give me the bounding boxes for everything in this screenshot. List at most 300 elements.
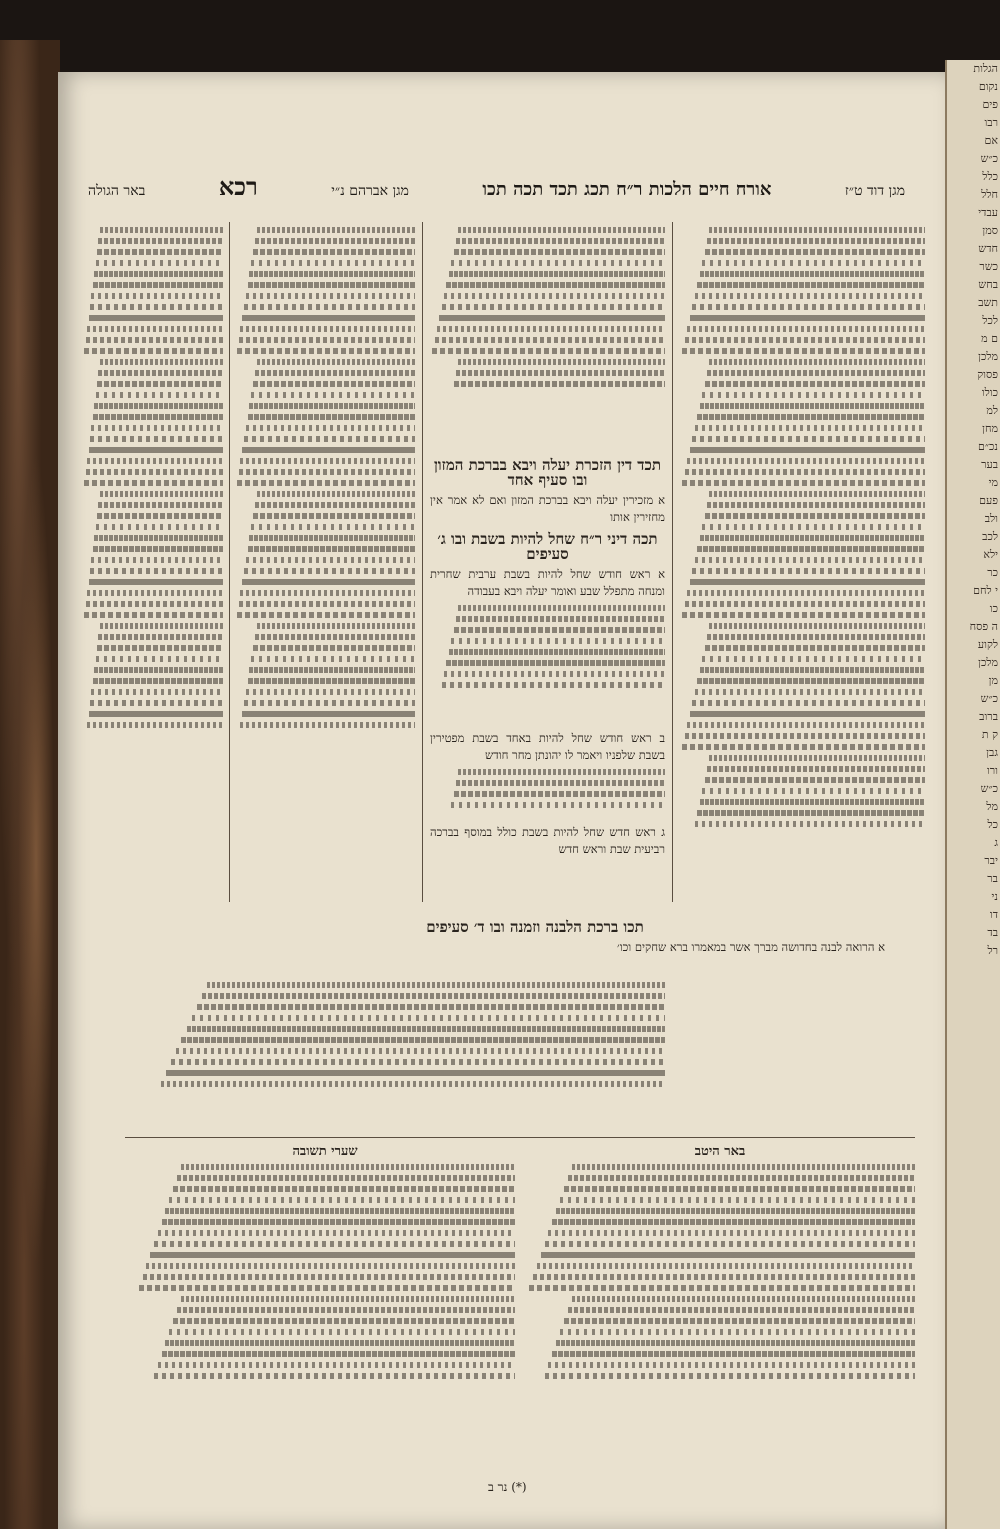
text-line — [458, 227, 665, 233]
text-line — [242, 711, 415, 717]
text-line — [682, 744, 925, 750]
text-line — [100, 623, 223, 629]
text-line — [257, 623, 415, 629]
facing-page-word: ה פסח — [969, 620, 998, 633]
text-line — [242, 579, 415, 585]
header-center: אורח חיים הלכות ר״ח תכג תכד תכה תכו — [482, 179, 772, 200]
facing-page-words — [947, 60, 1000, 960]
text-line — [246, 557, 415, 563]
text-line — [697, 546, 925, 552]
text-line — [697, 810, 925, 816]
facing-page-word: מי — [988, 476, 998, 489]
text-line — [695, 821, 925, 827]
text-line — [162, 1219, 515, 1225]
text-line — [192, 1015, 665, 1021]
text-line — [560, 1329, 915, 1335]
facing-page-word: מן — [988, 674, 998, 687]
text-line — [86, 601, 223, 607]
facing-page-word: י לחם — [973, 584, 998, 597]
text-line — [90, 436, 223, 442]
text-line — [90, 700, 223, 706]
beer-heitev-column — [525, 1144, 915, 1474]
text-line — [432, 348, 665, 354]
text-line — [181, 1164, 515, 1170]
text-line — [707, 634, 925, 640]
text-line — [682, 348, 925, 354]
text-line — [173, 1318, 515, 1324]
text-line — [705, 249, 926, 255]
beer-heitev-lines — [525, 1159, 915, 1469]
facing-page-word: רבו — [984, 116, 998, 129]
text-line — [100, 491, 223, 497]
text-line — [93, 414, 223, 420]
text-line — [96, 392, 223, 398]
text-line — [449, 271, 665, 277]
text-line — [537, 1263, 915, 1269]
header-left: באר הגולה — [88, 183, 146, 199]
text-line — [87, 326, 223, 332]
text-line — [98, 502, 223, 508]
text-line — [93, 678, 223, 684]
text-line — [237, 348, 415, 354]
text-line — [442, 304, 665, 310]
facing-page-word: חלל — [981, 188, 998, 201]
text-line — [97, 513, 223, 519]
text-line — [248, 282, 415, 288]
facing-page-word: כשר — [979, 260, 998, 273]
text-line — [458, 359, 665, 365]
text-line — [154, 1241, 515, 1247]
main-text-lines-mid — [430, 600, 665, 730]
text-line — [552, 1351, 915, 1357]
text-line — [143, 1274, 515, 1280]
facing-page-word: בער — [981, 458, 998, 471]
text-line — [437, 326, 665, 332]
text-line — [244, 568, 415, 574]
text-line — [695, 689, 925, 695]
bottom-divider — [125, 1137, 915, 1138]
facing-page-word: ורו — [986, 764, 998, 777]
text-line — [248, 678, 415, 684]
facing-page-word: עבדי — [978, 206, 998, 219]
text-line — [702, 656, 925, 662]
text-line — [444, 671, 665, 677]
facing-page-word: ם מ — [981, 332, 998, 345]
text-line — [251, 392, 415, 398]
text-line — [690, 315, 925, 321]
text-line — [707, 502, 925, 508]
main-text-lines-top — [430, 222, 665, 452]
text-line — [240, 458, 415, 464]
text-line — [90, 568, 223, 574]
facing-page-word: מלכן — [978, 656, 998, 669]
text-line — [177, 1175, 515, 1181]
text-line — [239, 601, 415, 607]
text-line — [239, 337, 415, 343]
facing-page-word: מל — [986, 800, 998, 813]
text-line — [709, 623, 925, 629]
text-line — [687, 590, 925, 596]
text-line — [84, 612, 223, 618]
text-line — [564, 1186, 915, 1192]
book-binding — [0, 40, 60, 1529]
text-line — [552, 1219, 915, 1225]
text-line — [97, 645, 223, 651]
text-line — [249, 535, 415, 541]
facing-page-word: הגלות — [973, 62, 998, 75]
text-line — [244, 436, 415, 442]
facing-page-word: ולב — [984, 512, 998, 525]
text-line — [692, 700, 925, 706]
text-line — [458, 769, 665, 775]
text-line — [249, 667, 415, 673]
facing-page-word: בר — [987, 872, 998, 885]
facing-page-word: גבן — [986, 746, 998, 759]
text-line — [439, 315, 665, 321]
text-line — [702, 392, 925, 398]
facing-page-word: פסוק — [977, 368, 998, 381]
shaarei-teshuvah-lines — [135, 1159, 515, 1469]
signature-mark: (*) נר ב — [488, 1480, 527, 1494]
text-line — [709, 491, 925, 497]
text-line — [165, 1208, 515, 1214]
text-line — [146, 1263, 515, 1269]
commentary-beer-hagolah — [83, 222, 223, 912]
facing-page-word: כל — [987, 818, 998, 831]
text-line — [181, 1296, 515, 1302]
text-line — [541, 1252, 915, 1258]
siman-424-text: א מזכירין יעלה ויבא בברכת המזון ואם לא אמר אין מחזירין אותו — [430, 493, 665, 524]
text-line — [171, 1059, 665, 1065]
text-line — [94, 403, 223, 409]
text-line — [451, 638, 665, 644]
text-line — [257, 359, 415, 365]
text-line — [246, 293, 415, 299]
text-line — [91, 557, 223, 563]
text-line — [173, 1186, 515, 1192]
main-text — [430, 222, 665, 912]
text-line — [257, 491, 415, 497]
text-line — [700, 403, 925, 409]
column-divider — [672, 222, 673, 902]
text-line — [446, 282, 665, 288]
text-line — [700, 799, 925, 805]
text-line — [690, 711, 925, 717]
facing-page-word: כולו — [981, 386, 998, 399]
facing-page-word: כ״ש — [980, 692, 998, 705]
siman-424-title: תכד דין הזכרת יעלה ויבא בברכת המזון ובו סעיף אחד — [433, 456, 662, 489]
text-line — [158, 1362, 515, 1368]
text-line — [690, 447, 925, 453]
text-line — [709, 227, 925, 233]
text-line — [705, 381, 926, 387]
text-line — [456, 616, 665, 622]
text-line — [251, 260, 415, 266]
text-line — [197, 1004, 665, 1010]
text-line — [93, 546, 223, 552]
commentary-magen-avraham — [235, 222, 415, 912]
text-line — [685, 733, 925, 739]
facing-page-word: כ״ש — [980, 782, 998, 795]
text-line — [692, 436, 925, 442]
text-line — [139, 1285, 515, 1291]
text-line — [158, 1230, 515, 1236]
text-line — [249, 403, 415, 409]
text-line — [697, 414, 925, 420]
text-line — [685, 601, 925, 607]
facing-page-word: כ״ש — [980, 152, 998, 165]
text-line — [456, 238, 665, 244]
text-line — [96, 260, 223, 266]
text-line — [451, 802, 665, 808]
text-line — [166, 1070, 665, 1076]
text-line — [89, 711, 223, 717]
text-line — [89, 315, 223, 321]
text-line — [454, 249, 666, 255]
text-line — [709, 755, 925, 761]
text-line — [177, 1307, 515, 1313]
text-line — [248, 414, 415, 420]
text-line — [695, 425, 925, 431]
text-line — [257, 227, 415, 233]
text-line — [707, 766, 925, 772]
shaarei-teshuvah-column — [135, 1144, 515, 1474]
text-line — [253, 513, 415, 519]
text-line — [556, 1208, 915, 1214]
facing-page-word: כר — [987, 566, 998, 579]
text-line — [255, 238, 415, 244]
text-line — [707, 238, 925, 244]
text-line — [709, 359, 925, 365]
text-line — [249, 271, 415, 277]
text-line — [446, 660, 665, 666]
facing-page-word: סמן — [982, 224, 998, 237]
header-right: מגן דוד ט״ז — [844, 183, 905, 199]
text-line — [202, 993, 665, 999]
beer-heitev-title: באר היטב — [694, 1144, 746, 1159]
text-line — [533, 1274, 915, 1280]
text-line — [84, 348, 223, 354]
text-line — [240, 326, 415, 332]
text-line — [707, 370, 925, 376]
facing-page-word: נקום — [978, 80, 998, 93]
text-line — [695, 293, 925, 299]
text-line — [529, 1285, 915, 1291]
text-line — [100, 227, 223, 233]
text-line — [253, 381, 415, 387]
column-divider — [229, 222, 230, 902]
text-line — [451, 260, 665, 266]
text-line — [169, 1197, 515, 1203]
main-text-lines-low — [430, 764, 665, 824]
text-line — [246, 425, 415, 431]
facing-page-word: כו — [989, 602, 998, 615]
text-line — [84, 480, 223, 486]
facing-page-word: פעם — [979, 494, 998, 507]
text-line — [690, 579, 925, 585]
text-line — [176, 1048, 665, 1054]
text-line — [239, 469, 415, 475]
text-line — [572, 1164, 915, 1170]
text-line — [253, 249, 415, 255]
text-line — [162, 1351, 515, 1357]
facing-page-word: ק ת — [981, 728, 998, 741]
text-line — [682, 480, 925, 486]
text-line — [91, 293, 223, 299]
siman-426 — [185, 914, 885, 974]
text-line — [91, 689, 223, 695]
text-line — [560, 1197, 915, 1203]
lower-commentary — [145, 977, 665, 1127]
facing-page-word: ברוב — [979, 710, 998, 723]
facing-page-word: כלל — [982, 170, 998, 183]
text-line — [700, 535, 925, 541]
text-line — [687, 326, 925, 332]
text-line — [87, 590, 223, 596]
facing-page-word: בחש — [978, 278, 998, 291]
text-line — [700, 271, 925, 277]
text-line — [697, 678, 925, 684]
text-line — [207, 982, 665, 988]
text-line — [93, 282, 223, 288]
text-line — [244, 700, 415, 706]
siman-426-text: א הרואה לבנה בחדושה מברך אשר במאמרו ברא שחקים וכו׳ — [617, 940, 885, 954]
text-line — [697, 282, 925, 288]
text-line — [682, 612, 925, 618]
text-line — [246, 689, 415, 695]
text-line — [251, 524, 415, 530]
facing-page-word: אם — [984, 134, 998, 147]
text-line — [97, 381, 223, 387]
facing-page-word: יבר — [984, 854, 998, 867]
text-line — [154, 1373, 515, 1379]
text-line — [705, 645, 926, 651]
text-line — [454, 627, 666, 633]
text-line — [89, 447, 223, 453]
text-line — [161, 1081, 665, 1087]
text-line — [456, 780, 665, 786]
text-line — [456, 370, 665, 376]
text-line — [548, 1230, 915, 1236]
column-divider — [422, 222, 423, 902]
text-line — [687, 722, 925, 728]
text-line — [435, 337, 665, 343]
siman-425-text-c: ג ראש חדש שחל להיות בשבת כולל במוסף בברכה רביעית שבת וראש חדש — [430, 825, 665, 856]
text-line — [545, 1373, 916, 1379]
page-header — [58, 172, 945, 212]
text-line — [548, 1362, 915, 1368]
page-number: רכא — [218, 172, 258, 201]
text-line — [187, 1026, 665, 1032]
text-line — [449, 649, 665, 655]
facing-page-word: למ — [986, 404, 998, 417]
text-line — [181, 1037, 665, 1043]
text-line — [150, 1252, 515, 1258]
text-line — [96, 656, 223, 662]
text-line — [442, 682, 665, 688]
text-line — [454, 381, 666, 387]
text-line — [572, 1296, 915, 1302]
text-line — [240, 722, 415, 728]
text-line — [98, 634, 223, 640]
book-page — [58, 72, 945, 1529]
text-line — [86, 337, 223, 343]
siman-425-text-a: א ראש חודש שחל להיות בשבת ערבית שחרית ומנחה מתפלל שבע ואומר יעלה ויבא בעבודה — [430, 567, 665, 598]
text-line — [248, 546, 415, 552]
text-line — [444, 293, 665, 299]
facing-page-word: ני — [991, 890, 998, 903]
text-line — [87, 458, 223, 464]
text-line — [255, 634, 415, 640]
facing-page-word: חדש — [978, 242, 998, 255]
text-line — [165, 1340, 515, 1346]
text-line — [96, 524, 223, 530]
facing-page-word: דו — [989, 908, 998, 921]
text-line — [253, 645, 415, 651]
text-line — [702, 524, 925, 530]
text-line — [454, 791, 666, 797]
text-line — [97, 249, 223, 255]
facing-page-word: בד — [987, 926, 998, 939]
text-line — [244, 304, 415, 310]
text-line — [685, 337, 925, 343]
facing-page-word: ילא — [983, 548, 998, 561]
text-line — [94, 667, 223, 673]
text-line — [702, 788, 925, 794]
text-line — [91, 425, 223, 431]
text-line — [242, 315, 415, 321]
text-line — [237, 480, 415, 486]
siman-425-title: תכה דיני ר״ח שחל להיות בשבת ובו ג׳ סעיפים — [437, 530, 658, 563]
text-line — [100, 359, 223, 365]
facing-page-word: תשב — [978, 296, 998, 309]
text-line — [568, 1175, 915, 1181]
text-line — [169, 1329, 515, 1335]
text-line — [458, 605, 665, 611]
text-line — [87, 722, 223, 728]
text-line — [564, 1318, 915, 1324]
text-line — [251, 656, 415, 662]
facing-page-word: רל — [987, 944, 998, 957]
facing-page-word: לכל — [982, 314, 998, 327]
text-line — [700, 667, 925, 673]
text-line — [685, 469, 925, 475]
text-line — [568, 1307, 915, 1313]
text-line — [695, 557, 925, 563]
text-line — [98, 370, 223, 376]
text-line — [692, 568, 925, 574]
text-line — [687, 458, 925, 464]
facing-page-word: ג — [994, 836, 998, 849]
text-line — [94, 271, 223, 277]
text-line — [90, 304, 223, 310]
facing-page-word: מלכן — [978, 350, 998, 363]
facing-page-word: מחן — [982, 422, 998, 435]
text-line — [94, 535, 223, 541]
siman-425-text-b: ב ראש חודש שחל להיות באחד בשבת מפטירין בשבת שלפניו ויאמר לו יהונתן מחר חודש — [430, 731, 665, 762]
text-line — [86, 469, 223, 475]
facing-page-edge — [945, 60, 1000, 1529]
text-line — [692, 304, 925, 310]
text-line — [240, 590, 415, 596]
text-line — [556, 1340, 915, 1346]
facing-page-word: לקוע — [977, 638, 998, 651]
text-line — [545, 1241, 916, 1247]
facing-page-word: לכב — [982, 530, 998, 543]
text-line — [98, 238, 223, 244]
shaarei-teshuvah-title: שערי תשובה — [292, 1144, 358, 1159]
facing-page-word: פים — [982, 98, 998, 111]
